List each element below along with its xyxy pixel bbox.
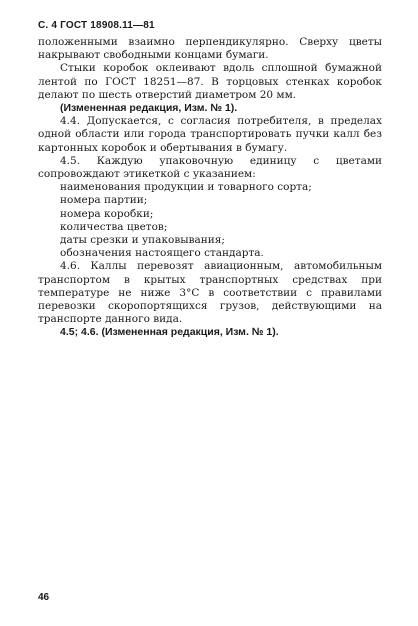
list-item: обозначения настоящего стандарта.	[60, 247, 264, 260]
page-number: 46	[38, 592, 50, 603]
paragraph-4-5: 4.5. Каждую упаковочную единицу с цветами сопровождают этикеткой с указанием:	[38, 154, 382, 181]
paragraph: положенными взаимно перпендикулярно. Сверху цветы накрывают свободными концами бумаги.	[38, 36, 382, 62]
paragraph-4-6: 4.6. Каллы перевозят авиационным, автомобильным транспортом в крытых транспортных средствах при температуре не ниже 3°С в соответствии с правилами перевозки скоропортящихся грузов, действующими на транспорте данного вида.	[38, 260, 382, 326]
paragraph-4-4: 4.4. Допускается, с согласия потребителя, в пределах одной области или города транспортировать пучки калл без картонных коробок и обертывания в бумагу.	[38, 115, 382, 154]
amendment-note: 4.5; 4.6. (Измененная редакция, Изм. № 1).	[60, 326, 279, 339]
list-item: номера партии;	[60, 194, 148, 207]
page-header: С. 4 ГОСТ 18908.11—81	[38, 20, 155, 31]
list-item: номера коробки;	[60, 207, 154, 220]
list-item: количества цветов;	[60, 220, 168, 233]
document-body	[38, 36, 382, 340]
amendment-note: (Измененная редакция, Изм. № 1).	[60, 102, 238, 115]
list-item: даты срезки и упаковывания;	[60, 234, 225, 247]
list-item: наименования продукции и товарного сорта;	[60, 181, 312, 194]
paragraph: Стыки коробок оклеивают вдоль сплошной бумажной лентой по ГОСТ 18251—87. В торцовых стенках коробок делают по шесть отверстий диаметром 20 мм.	[38, 62, 382, 101]
